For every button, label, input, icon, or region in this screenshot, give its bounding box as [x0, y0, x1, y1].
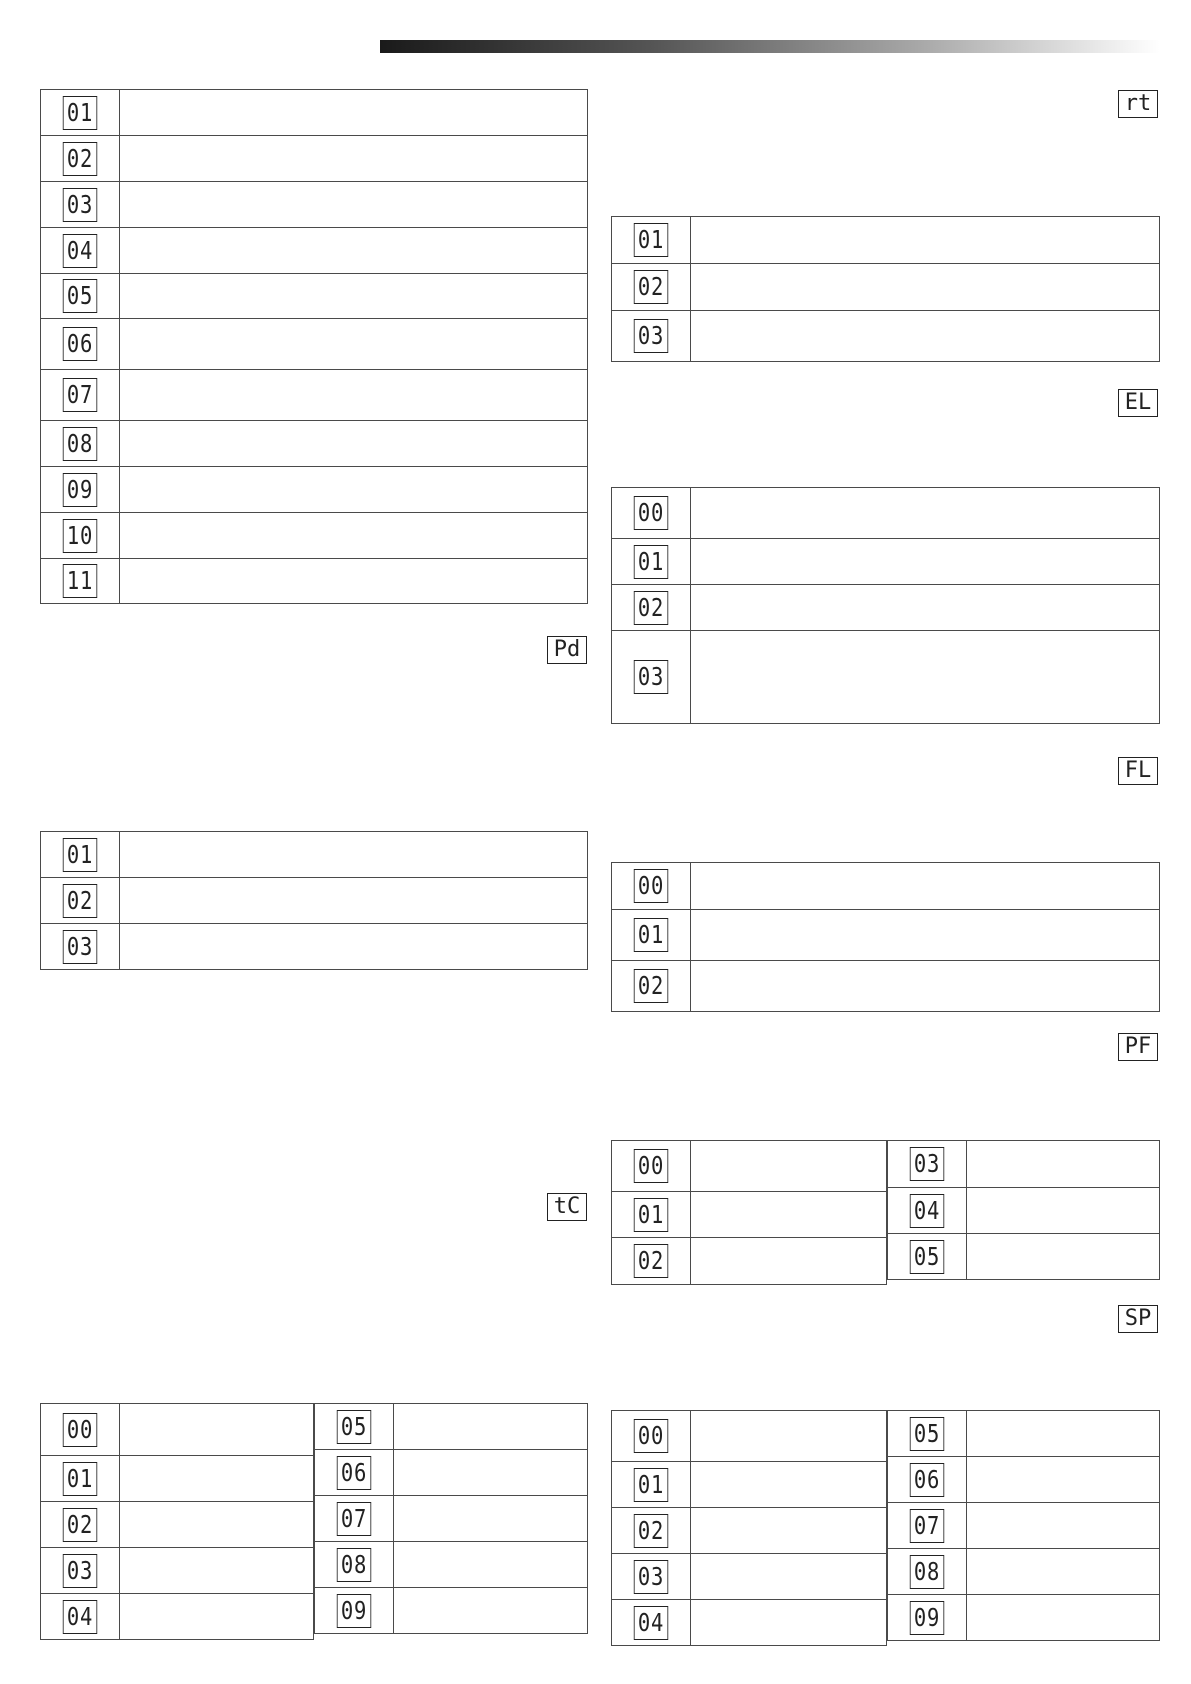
lcd-code: 02 — [63, 884, 98, 918]
param-sp-badge: SP — [1118, 1305, 1158, 1333]
option-description — [967, 1141, 1160, 1188]
lcd-code: 09 — [63, 473, 98, 507]
option-description — [120, 370, 588, 421]
header-gradient-bar — [380, 40, 1160, 53]
lcd-code: 03 — [634, 660, 669, 694]
option-description — [691, 910, 1160, 961]
option-description — [691, 311, 1160, 362]
option-code-cell — [612, 539, 691, 585]
option-code-cell — [41, 90, 120, 136]
param-rt-badge: rt — [1118, 90, 1158, 118]
option-code-cell — [315, 1542, 394, 1588]
option-code-cell — [612, 1141, 691, 1192]
option-description — [120, 421, 588, 467]
lcd-code: 02 — [634, 1514, 669, 1548]
param-pf-table-a — [611, 1140, 887, 1285]
lcd-code: 04 — [634, 1606, 669, 1640]
param-fl-table — [611, 862, 1160, 1012]
option-code-cell — [888, 1457, 967, 1503]
option-code-cell — [888, 1188, 967, 1234]
option-code-cell — [888, 1141, 967, 1188]
lcd-code: 02 — [63, 142, 98, 176]
option-description — [120, 274, 588, 319]
option-description — [967, 1188, 1160, 1234]
option-description — [120, 182, 588, 228]
lcd-code: 01 — [634, 223, 669, 257]
lcd-code: 03 — [634, 319, 669, 353]
option-code-cell — [612, 311, 691, 362]
option-description — [967, 1457, 1160, 1503]
option-description — [120, 832, 588, 878]
lcd-code: 06 — [910, 1463, 945, 1497]
lcd-code: 09 — [337, 1594, 372, 1628]
param-el-badge: EL — [1118, 389, 1158, 417]
option-code-cell — [612, 910, 691, 961]
lcd-code: 03 — [910, 1147, 945, 1181]
lcd-code: 03 — [63, 188, 98, 222]
lcd-code: 00 — [634, 1149, 669, 1183]
option-code-cell — [612, 1508, 691, 1554]
option-code-cell — [41, 370, 120, 421]
option-description — [691, 1411, 887, 1462]
param-tc-table-b — [314, 1403, 588, 1634]
option-description — [120, 319, 588, 370]
option-description — [691, 488, 1160, 539]
lcd-code: 01 — [63, 1462, 98, 1496]
lcd-code: 01 — [634, 918, 669, 952]
option-code-cell — [41, 136, 120, 182]
option-code-cell — [41, 513, 120, 559]
lcd-code: 05 — [910, 1240, 945, 1274]
option-code-cell — [612, 1554, 691, 1600]
lcd-code: 02 — [634, 591, 669, 625]
lcd-code: 00 — [634, 496, 669, 530]
lcd-code: 04 — [910, 1194, 945, 1228]
option-description — [394, 1496, 588, 1542]
option-code-cell — [41, 182, 120, 228]
option-code-cell — [41, 1502, 120, 1548]
lcd-code: 09 — [910, 1601, 945, 1635]
lcd-code: 02 — [634, 270, 669, 304]
option-code-cell — [888, 1234, 967, 1280]
option-description — [691, 961, 1160, 1012]
option-code-cell — [41, 1594, 120, 1640]
option-description — [691, 1554, 887, 1600]
option-description — [967, 1234, 1160, 1280]
option-code-cell — [888, 1549, 967, 1595]
option-description — [120, 1548, 314, 1594]
lcd-code: 00 — [63, 1413, 98, 1447]
option-description — [691, 1508, 887, 1554]
param-el-table — [611, 487, 1160, 724]
option-code-cell — [41, 319, 120, 370]
param-sp-table-b — [887, 1410, 1160, 1641]
lcd-code: 05 — [910, 1417, 945, 1451]
option-code-cell — [612, 1600, 691, 1646]
option-code-cell — [612, 863, 691, 910]
param-tc-table-a — [40, 1403, 314, 1640]
option-description — [394, 1404, 588, 1450]
option-code-cell — [41, 1548, 120, 1594]
option-description — [394, 1542, 588, 1588]
option-description — [691, 585, 1160, 631]
option-code-cell — [612, 264, 691, 311]
option-description — [691, 539, 1160, 585]
option-description — [967, 1549, 1160, 1595]
lcd-code: 00 — [634, 869, 669, 903]
param-pf-badge: PF — [1118, 1033, 1158, 1061]
lcd-code: 05 — [337, 1410, 372, 1444]
option-code-cell — [612, 1192, 691, 1238]
lcd-code: 01 — [63, 838, 98, 872]
option-description — [394, 1588, 588, 1634]
option-description — [394, 1450, 588, 1496]
lcd-code: 03 — [63, 930, 98, 964]
option-code-cell — [41, 1404, 120, 1456]
option-description — [120, 1404, 314, 1456]
option-description — [691, 1462, 887, 1508]
option-description — [120, 228, 588, 274]
option-code-cell — [612, 217, 691, 264]
lcd-code: 07 — [63, 378, 98, 412]
option-code-cell — [612, 1411, 691, 1462]
option-code-cell — [612, 1462, 691, 1508]
option-code-cell — [315, 1450, 394, 1496]
lcd-code: 00 — [634, 1419, 669, 1453]
option-code-cell — [41, 1456, 120, 1502]
lcd-code: 06 — [337, 1456, 372, 1490]
lcd-code: 08 — [910, 1555, 945, 1589]
lcd-code: 01 — [634, 1198, 669, 1232]
option-description — [120, 559, 588, 604]
option-description — [120, 513, 588, 559]
lcd-code: 10 — [63, 519, 98, 553]
option-description — [120, 136, 588, 182]
option-description — [120, 1456, 314, 1502]
option-code-cell — [612, 631, 691, 724]
option-code-cell — [41, 559, 120, 604]
option-description — [120, 1594, 314, 1640]
option-code-cell — [41, 421, 120, 467]
lcd-code: 08 — [63, 427, 98, 461]
option-description — [967, 1411, 1160, 1457]
option-description — [691, 264, 1160, 311]
lcd-code: 01 — [634, 545, 669, 579]
lcd-code: 02 — [63, 1508, 98, 1542]
option-description — [967, 1503, 1160, 1549]
lcd-code: 11 — [63, 564, 98, 598]
option-description — [691, 1141, 887, 1192]
lcd-code: 07 — [337, 1502, 372, 1536]
param-pf-table-b — [887, 1140, 1160, 1280]
option-description — [120, 90, 588, 136]
option-code-cell — [41, 832, 120, 878]
option-description — [967, 1595, 1160, 1641]
option-code-cell — [888, 1411, 967, 1457]
option-code-cell — [315, 1404, 394, 1450]
lcd-code: 03 — [63, 1554, 98, 1588]
lcd-code: 08 — [337, 1548, 372, 1582]
lcd-code: 05 — [63, 279, 98, 313]
lcd-code: 01 — [634, 1468, 669, 1502]
lcd-code: 07 — [910, 1509, 945, 1543]
option-code-cell — [612, 585, 691, 631]
param-pd-table — [40, 831, 588, 970]
option-code-cell — [41, 924, 120, 970]
option-code-cell — [41, 228, 120, 274]
option-description — [691, 1600, 887, 1646]
option-description — [120, 1502, 314, 1548]
option-description — [691, 863, 1160, 910]
option-code-cell — [315, 1496, 394, 1542]
option-code-cell — [612, 1238, 691, 1285]
param-sp-table-a — [611, 1410, 887, 1646]
option-code-cell — [888, 1503, 967, 1549]
lcd-code: 02 — [634, 1244, 669, 1278]
option-description — [691, 1238, 887, 1285]
option-description — [691, 217, 1160, 264]
lcd-code: 02 — [634, 969, 669, 1003]
option-code-cell — [888, 1595, 967, 1641]
option-description — [691, 1192, 887, 1238]
option-description — [120, 924, 588, 970]
option-code-cell — [612, 488, 691, 539]
param-tc-badge: tC — [547, 1193, 587, 1221]
option-code-cell — [612, 961, 691, 1012]
param-pd-badge: Pd — [547, 636, 587, 664]
lcd-code: 03 — [634, 1560, 669, 1594]
option-code-cell — [41, 878, 120, 924]
lcd-code: 04 — [63, 234, 98, 268]
param-rt-table — [611, 216, 1160, 362]
param-fl-badge: FL — [1118, 757, 1158, 785]
lcd-code: 06 — [63, 327, 98, 361]
option-description — [120, 467, 588, 513]
main-options-table — [40, 89, 588, 604]
option-description — [691, 631, 1160, 724]
option-code-cell — [41, 467, 120, 513]
lcd-code: 04 — [63, 1600, 98, 1634]
lcd-code: 01 — [63, 96, 98, 130]
option-code-cell — [41, 274, 120, 319]
option-code-cell — [315, 1588, 394, 1634]
option-description — [120, 878, 588, 924]
